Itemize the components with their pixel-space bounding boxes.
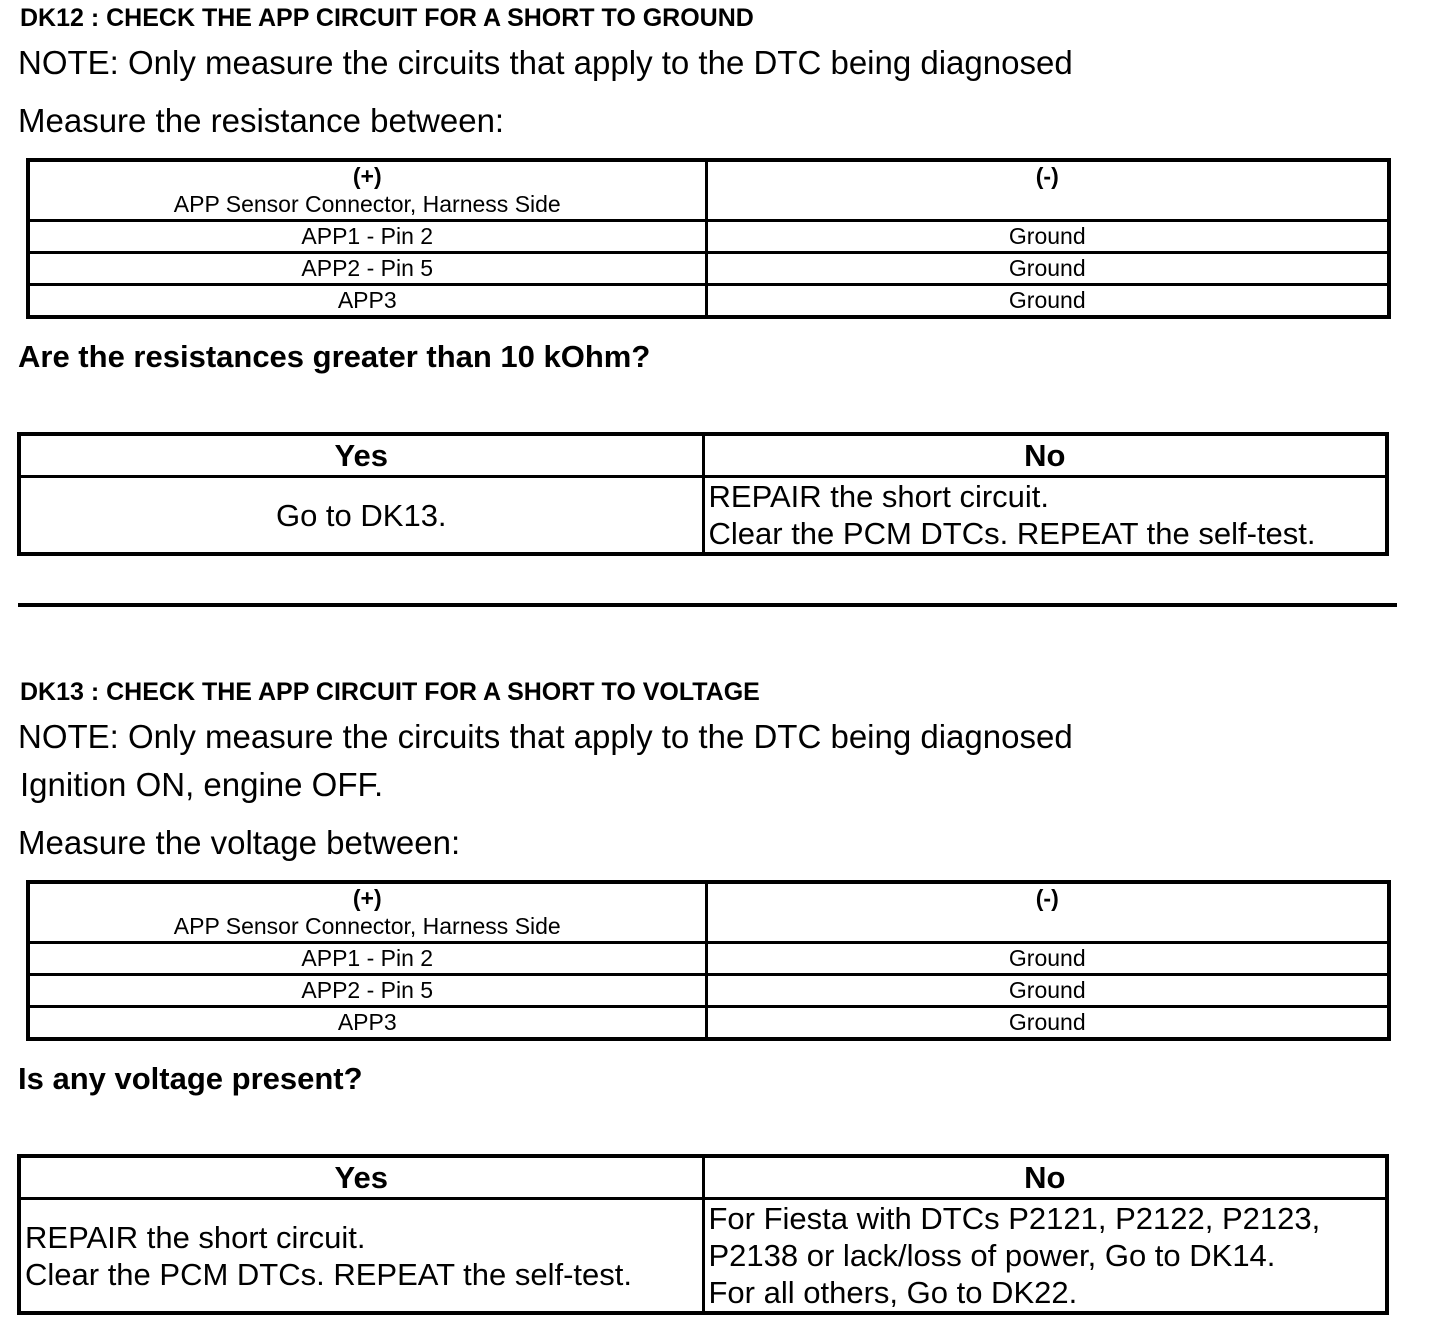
plus-cell: APP2 - Pin 5 [28,253,706,285]
dk13-instruction: Measure the voltage between: [18,824,461,861]
yes-header: Yes [19,1156,703,1199]
answer-header-row [19,434,1387,477]
plus-cell: APP3 [28,285,706,318]
answer-row [19,477,1387,555]
yes-header: Yes [19,434,703,477]
no-header: No [703,1156,1387,1199]
no-answer-line: Clear the PCM DTCs. REPEAT the self-test. [708,516,1316,551]
minus-header-cell [706,160,1389,221]
dk12-heading: DK12 : CHECK THE APP CIRCUIT FOR A SHORT TO GROUND [20,4,754,32]
dk12-answer-table [17,432,1389,556]
dk12-measurement-table [26,158,1391,319]
minus-symbol: (-) [1035,163,1059,189]
table-row [28,1007,1389,1040]
plus-header-cell [28,882,706,943]
dk12-instruction: Measure the resistance between: [18,102,505,139]
section-divider [18,603,1397,607]
minus-cell: Ground [706,221,1389,253]
plus-cell: APP1 - Pin 2 [28,221,706,253]
minus-header-cell [706,882,1389,943]
yes-answer-line: REPAIR the short circuit. [25,1219,366,1255]
table-row [28,221,1389,253]
no-answer-line: For Fiesta with DTCs P2121, P2122, P2123, [708,1201,1321,1236]
minus-cell: Ground [706,253,1389,285]
yes-answer: Go to DK13. [19,477,703,555]
table-row [28,285,1389,318]
minus-symbol: (-) [1035,885,1059,911]
table-row [28,975,1389,1007]
dk13-measurement-table [26,880,1391,1041]
table-header-row [28,882,1389,943]
dk13-condition: Ignition ON, engine OFF. [20,766,384,803]
no-answer [703,1199,1387,1314]
plus-header-cell [28,160,706,221]
no-header: No [703,434,1387,477]
dk13-answer-table [17,1154,1389,1315]
dk13-question: Is any voltage present? [18,1061,363,1096]
no-answer-line: P2138 or lack/loss of power, Go to DK14. [708,1238,1276,1273]
no-answer [703,477,1387,555]
dk12-question: Are the resistances greater than 10 kOhm? [18,339,651,374]
plus-cell: APP2 - Pin 5 [28,975,706,1007]
minus-cell: Ground [706,1007,1389,1040]
no-answer-line: REPAIR the short circuit. [708,479,1050,514]
plus-label: APP Sensor Connector, Harness Side [173,913,561,939]
plus-cell: APP3 [28,1007,706,1040]
answer-row [19,1199,1387,1314]
dk13-note: NOTE: Only measure the circuits that apply to the DTC being diagnosed [18,718,1073,755]
plus-label: APP Sensor Connector, Harness Side [173,191,561,217]
minus-cell: Ground [706,975,1389,1007]
table-row [28,253,1389,285]
yes-answer-line: Clear the PCM DTCs. REPEAT the self-test. [25,1256,632,1292]
plus-symbol: (+) [352,885,382,911]
plus-symbol: (+) [352,163,382,189]
yes-answer [19,1199,703,1314]
plus-cell: APP1 - Pin 2 [28,943,706,975]
table-header-row [28,160,1389,221]
minus-cell: Ground [706,943,1389,975]
dk13-heading: DK13 : CHECK THE APP CIRCUIT FOR A SHORT TO VOLTAGE [20,678,760,706]
minus-cell: Ground [706,285,1389,318]
table-row [28,943,1389,975]
answer-header-row [19,1156,1387,1199]
no-answer-line: For all others, Go to DK22. [708,1275,1078,1310]
dk12-note: NOTE: Only measure the circuits that apply to the DTC being diagnosed [18,44,1073,81]
